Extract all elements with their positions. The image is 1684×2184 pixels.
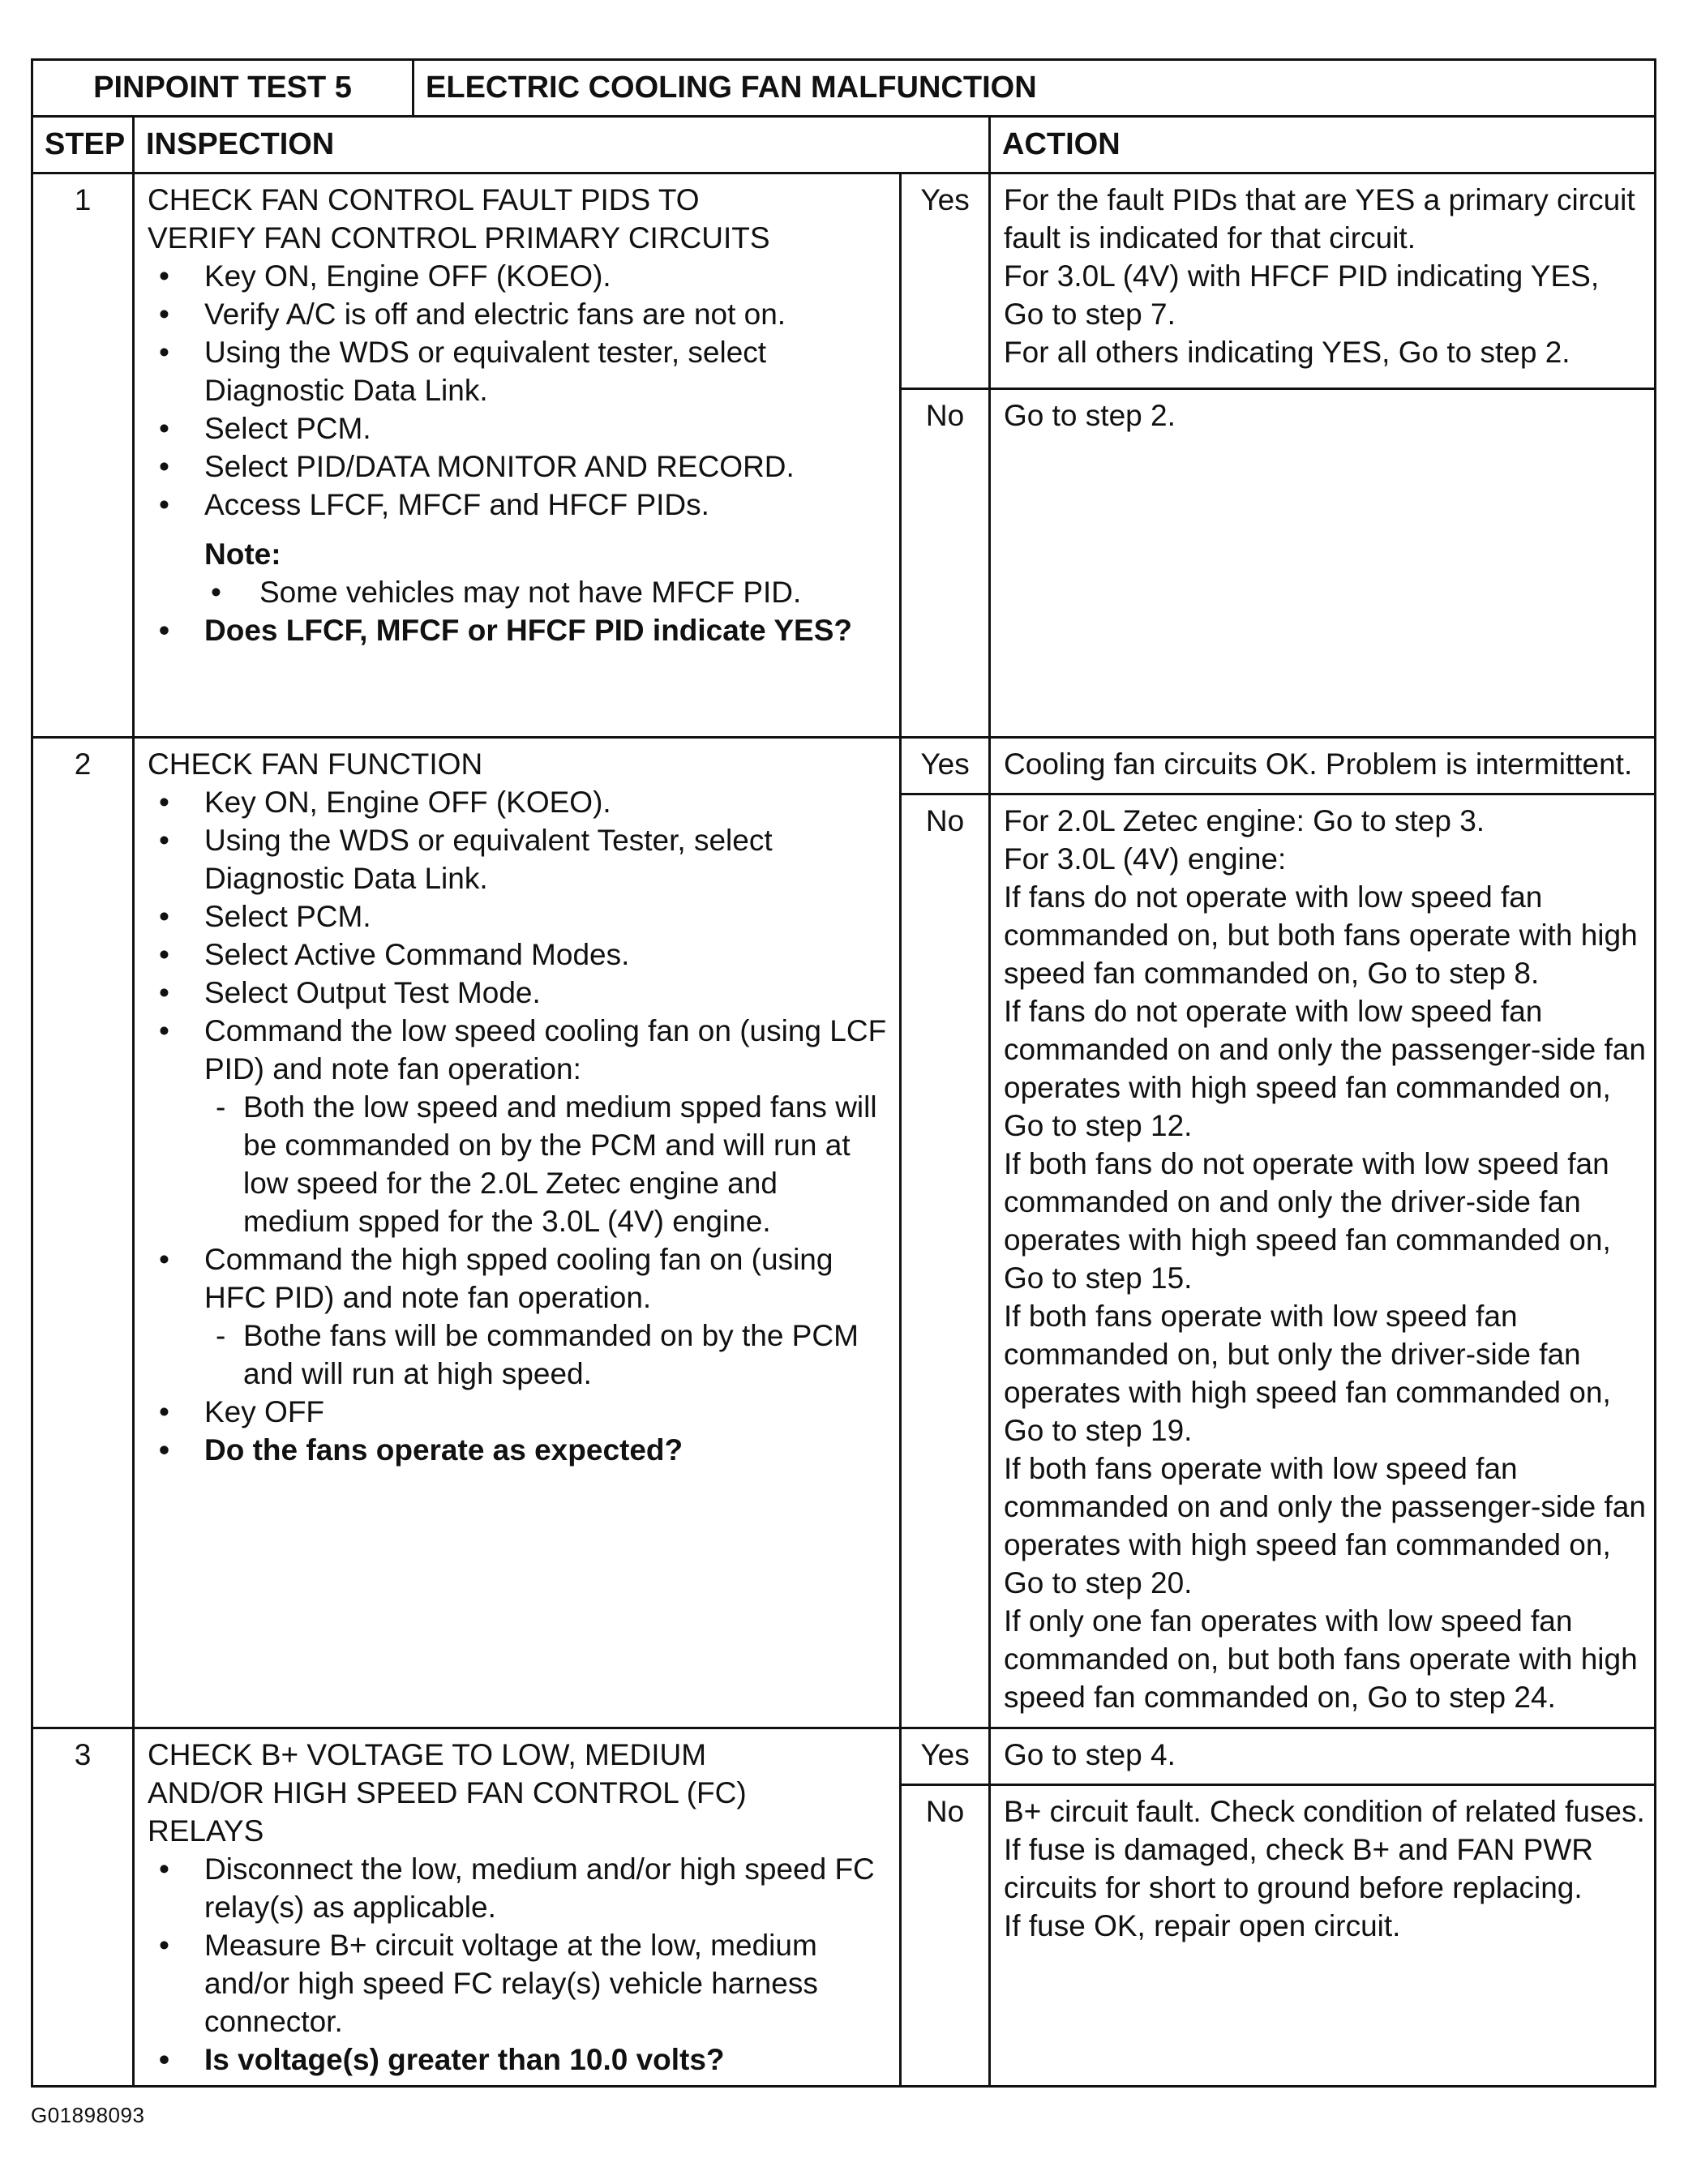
yes-action [990,173,1656,389]
step-3-yes-row [32,1728,1656,1785]
note-block [148,535,891,611]
action-line: For 2.0L Zetec engine: Go to step 3. [1004,804,1485,837]
yes-label: Yes [901,173,990,389]
inspection-bullet [148,1240,891,1393]
pinpoint-test-table [31,58,1656,2088]
action-line: For the fault PIDs that are YES a primary circuit fault is indicated for that circuit. [1004,183,1635,255]
yes-label: Yes [901,738,990,794]
action-line: For 3.0L (4V) engine: [1004,842,1287,876]
step-3-inspection [134,1728,901,2087]
inspection-bullet: • Disconnect the low, medium and/or high speed FC relay(s) as applicable. [148,1850,891,1926]
inspection-bullet: • Select PID/DATA MONITOR AND RECORD. [148,448,891,486]
action-line: B+ circuit fault. Check condition of related fuses. If fuse is damaged, check B+ and FAN PWR circuits for short to ground before replacing. [1004,1795,1645,1905]
yes-action [990,738,1656,794]
inspection-bullet: • Select PCM. [148,897,891,936]
action-line: Go to step 4. [1004,1738,1176,1771]
test-title: ELECTRIC COOLING FAN MALFUNCTION [414,60,1656,117]
inspection-bullet: • Select Active Command Modes. [148,936,891,974]
inspection-title: CHECK B+ VOLTAGE TO LOW, MEDIUM [148,1738,707,1771]
inspection-bullet: • Key OFF [148,1393,891,1431]
column-header-row [32,117,1656,173]
inspection-title: CHECK FAN CONTROL FAULT PIDS TO [148,183,700,216]
step-2-inspection [134,738,901,1728]
inspection-sub-list [204,1317,891,1393]
action-line: If both fans do not operate with low speed fan commanded on and only the driver-side fan operates with high speed fan commanded on, Go to step 15. [1004,1147,1611,1295]
inspection-title: AND/OR HIGH SPEED FAN CONTROL (FC) [148,1776,747,1809]
action-column-header: ACTION [990,117,1656,173]
step-number: 3 [32,1728,134,2087]
step-1-yes-row [32,173,1656,389]
inspection-bullet: • Key ON, Engine OFF (KOEO). [148,783,891,821]
inspection-bullet: • Using the WDS or equivalent Tester, select Diagnostic Data Link. [148,821,891,897]
inspection-sub-list [204,1088,891,1240]
action-line: For all others indicating YES, Go to step 2. [1004,336,1570,369]
action-line: For 3.0L (4V) with HFCF PID indicating YES, Go to step 7. [1004,259,1600,331]
action-line: If only one fan operates with low speed fan commanded on, but both fans operate with high speed fan commanded on, Go to step 24. [1004,1604,1638,1714]
note-title: Note: [204,537,281,571]
no-action [990,1785,1656,2087]
action-line: Go to step 2. [1004,399,1176,432]
action-line: If fuse OK, repair open circuit. [1004,1909,1401,1943]
action-line: If both fans operate with low speed fan commanded on and only the passenger-side fan operates with high speed fan commanded on, Go to step 20. [1004,1452,1646,1599]
inspection-question: • Does LFCF, MFCF or HFCF PID indicate YES? [148,611,891,649]
inspection-bullets [148,1850,891,2079]
action-line: If fans do not operate with low speed fan commanded on and only the passenger-side fan operates with high speed fan commanded on, Go to step 12. [1004,995,1646,1142]
step-column-header: STEP [32,117,134,173]
note-item: • Some vehicles may not have MFCF PID. [204,573,891,611]
inspection-bullet: • Using the WDS or equivalent tester, select Diagnostic Data Link. [148,333,891,409]
action-line: Cooling fan circuits OK. Problem is intermittent. [1004,747,1633,781]
inspection-bullet-text: Command the high spped cooling fan on (using HFC PID) and note fan operation. [204,1243,833,1314]
inspection-title: RELAYS [148,1814,264,1848]
step-number: 2 [32,738,134,1728]
test-id: PINPOINT TEST 5 [32,60,414,117]
yes-label: Yes [901,1728,990,1785]
inspection-bullet [148,1012,891,1240]
inspection-bullet-text: Command the low speed cooling fan on (using LCF PID) and note fan operation: [204,1014,887,1086]
inspection-title: CHECK FAN FUNCTION [148,747,483,781]
inspection-sub-item: - Bothe fans will be commanded on by the PCM and will run at high speed. [204,1317,891,1393]
inspection-question: • Do the fans operate as expected? [148,1431,891,1469]
step-2-yes-row [32,738,1656,794]
inspection-bullet: • Access LFCF, MFCF and HFCF PIDs. [148,486,891,524]
inspection-question-list [148,611,891,649]
inspection-bullets [148,783,891,1469]
yes-action [990,1728,1656,1785]
note-list [204,573,891,611]
pinpoint-test-page [31,58,1654,2088]
inspection-column-header: INSPECTION [134,117,990,173]
no-label: No [901,794,990,1728]
figure-id: G01898093 [31,2103,145,2127]
step-1-inspection [134,173,901,738]
no-action [990,389,1656,738]
inspection-bullet: • Verify A/C is off and electric fans are not on. [148,295,891,333]
action-line: If both fans operate with low speed fan commanded on, but only the driver-side fan operates with high speed fan commanded on, Go to step 19. [1004,1300,1611,1447]
action-line: If fans do not operate with low speed fan commanded on, but both fans operate with high speed fan commanded on, Go to step 8. [1004,880,1638,990]
no-action [990,794,1656,1728]
inspection-sub-item: - Both the low speed and medium spped fans will be commanded on by the PCM and will run at low speed for the 2.0L Zetec engine and medium spped for the 3.0L (4V) engine. [204,1088,891,1240]
inspection-title: VERIFY FAN CONTROL PRIMARY CIRCUITS [148,221,770,255]
inspection-bullet: • Key ON, Engine OFF (KOEO). [148,257,891,295]
no-label: No [901,1785,990,2087]
step-number: 1 [32,173,134,738]
inspection-question: • Is voltage(s) greater than 10.0 volts? [148,2041,891,2079]
title-row [32,60,1656,117]
inspection-bullet: • Select PCM. [148,409,891,448]
inspection-bullet: • Select Output Test Mode. [148,974,891,1012]
no-label: No [901,389,990,738]
inspection-bullet: • Measure B+ circuit voltage at the low, medium and/or high speed FC relay(s) vehicle harness connector. [148,1926,891,2041]
inspection-bullets [148,257,891,524]
